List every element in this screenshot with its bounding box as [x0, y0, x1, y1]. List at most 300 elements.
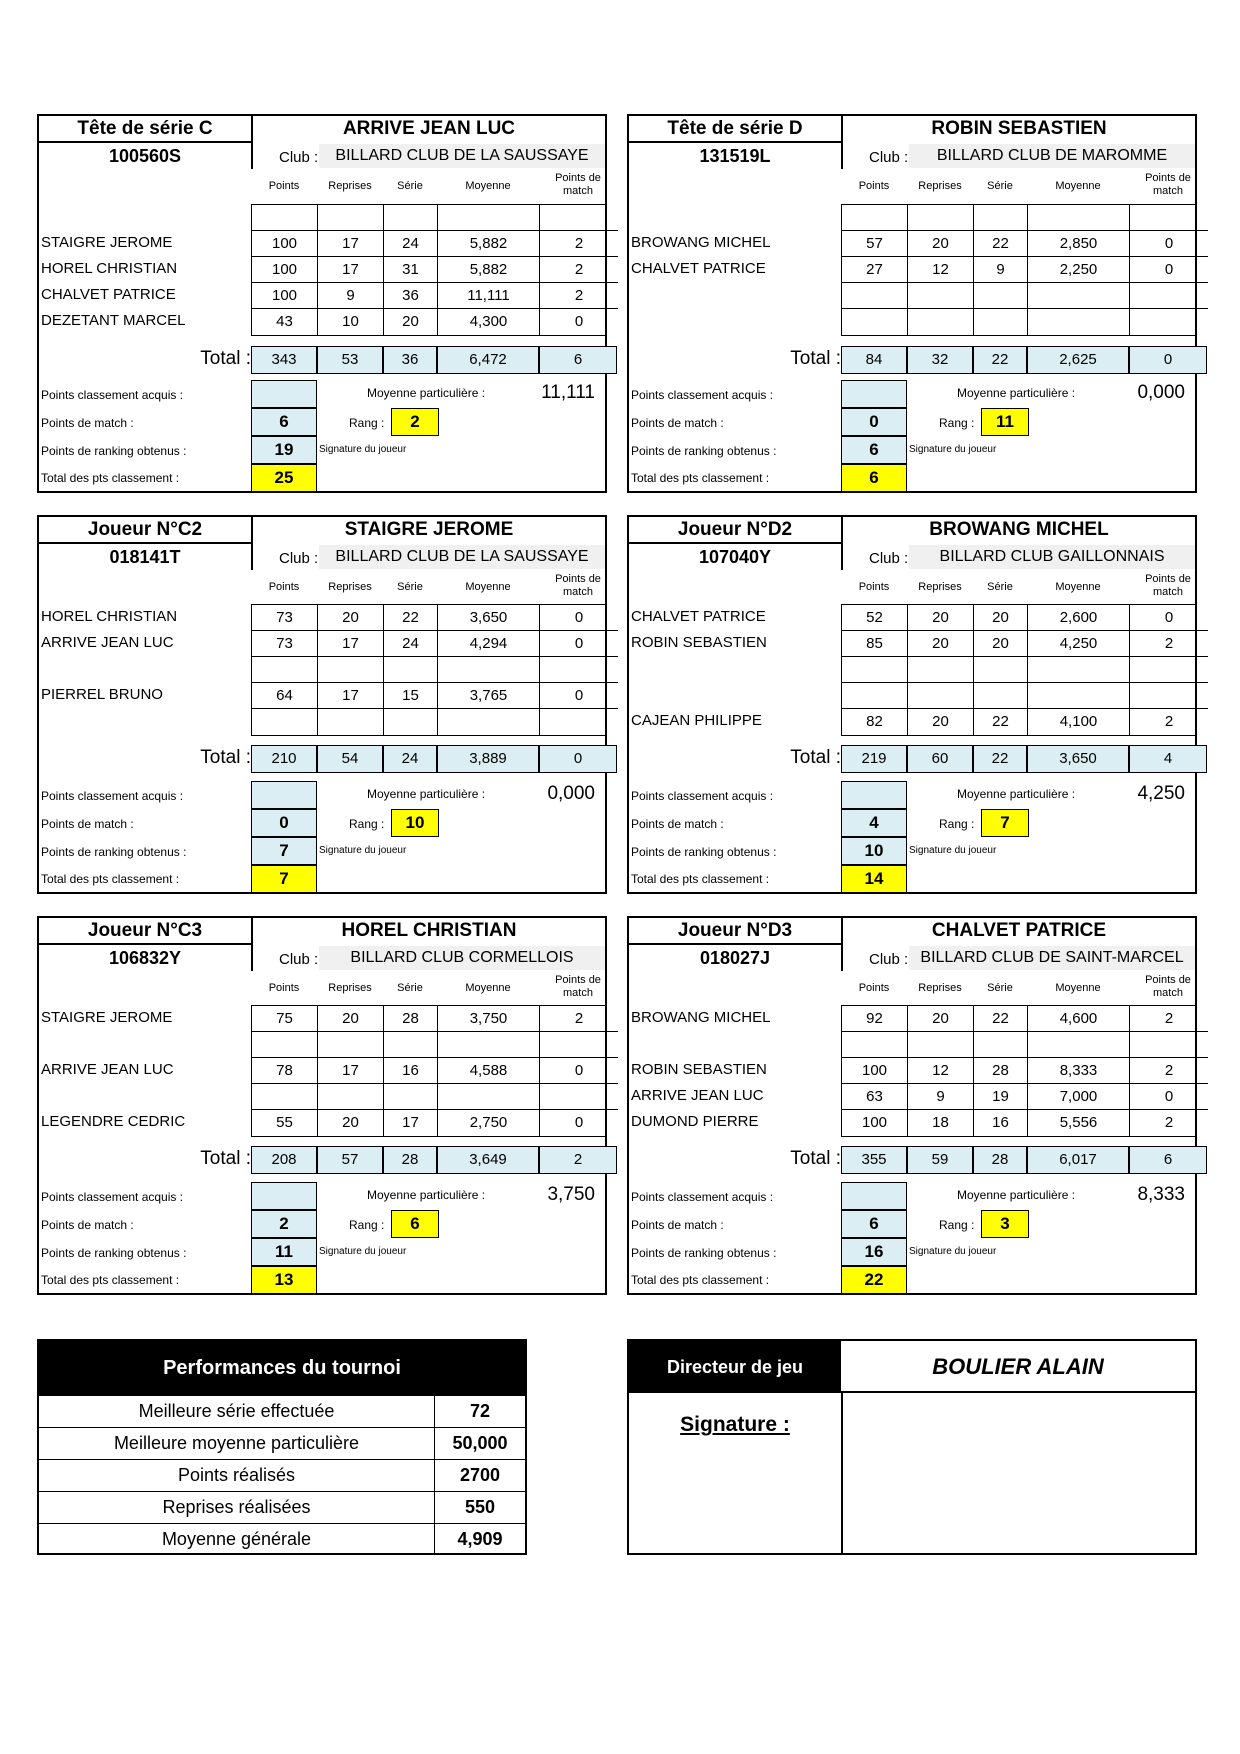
total-cell: 24: [383, 745, 437, 773]
match-cell: [842, 309, 908, 335]
total-pts-classement-label: Total des pts classement :: [631, 872, 770, 886]
club-label: Club :: [279, 951, 319, 968]
match-grid: [251, 204, 607, 336]
total-cell: 0: [1129, 346, 1207, 374]
match-cell: 57: [842, 231, 908, 257]
player-card: [627, 916, 1197, 1295]
match-cell: [1130, 1032, 1208, 1058]
performance-row: [39, 1427, 525, 1459]
match-cell: 2: [540, 1006, 618, 1032]
performance-value: 550: [464, 1497, 496, 1517]
pts-classement-acquis-box: [251, 380, 317, 408]
directeur-signature-box[interactable]: [841, 1393, 1195, 1553]
match-cell: 9: [318, 283, 384, 309]
column-header: Série: [397, 982, 423, 994]
points-de-match-label: Points de match :: [631, 817, 724, 831]
points-de-match-label: Points de match :: [41, 1218, 134, 1232]
total-cell: 2: [539, 1146, 617, 1174]
total-cell: 53: [317, 346, 383, 374]
match-cell: 0: [1130, 605, 1208, 631]
pts-classement-acquis-box: [841, 1182, 907, 1210]
club-name: BILLARD CLUB DE LA SAUSSAYE: [319, 144, 605, 168]
total-cell: 4: [1129, 745, 1207, 773]
match-cell: [438, 657, 540, 683]
rang-value: 3: [981, 1210, 1029, 1238]
match-cell: 7,000: [1028, 1084, 1130, 1110]
column-header: Reprises: [918, 180, 962, 192]
column-header: Moyenne: [465, 180, 511, 192]
card-header: Tête de série C: [39, 116, 253, 143]
pts-classement-acquis-box: [251, 781, 317, 809]
total-pts-classement-label: Total des pts classement :: [631, 471, 770, 485]
directeur-panel: [627, 1339, 1197, 1555]
match-cell: [384, 1084, 438, 1110]
match-cell: 20: [318, 1110, 384, 1136]
opponent-name: PIERREL BRUNO: [41, 686, 163, 703]
points-ranking-box: 6: [841, 436, 907, 464]
column-header: Série: [397, 581, 423, 593]
column-header: Points: [858, 180, 890, 192]
card-header: Joueur N°C3: [39, 918, 253, 945]
match-cell: 17: [318, 631, 384, 657]
signature-joueur-label: Signature du joueur: [319, 845, 407, 856]
match-cell: 9: [908, 1084, 974, 1110]
match-cell: 0: [574, 1114, 584, 1131]
match-cell: 3,765: [438, 683, 540, 709]
player-id: 107040Y: [629, 544, 843, 570]
signature-joueur-label: Signature du joueur: [909, 845, 997, 856]
match-cell: 20: [318, 605, 384, 631]
match-cell: 3,750: [438, 1006, 540, 1032]
club-name: BILLARD CLUB GAILLONNAIS: [909, 545, 1195, 569]
total-cell: 210: [251, 745, 317, 773]
total-cell: 54: [317, 745, 383, 773]
total-cell: 32: [907, 346, 973, 374]
match-cell: [974, 657, 1028, 683]
match-cell: 4,100: [1028, 709, 1130, 735]
match-cell: [540, 709, 618, 735]
moyenne-particuliere-value: 0,000: [1137, 382, 1185, 403]
player-id: 018141T: [39, 544, 253, 570]
column-header: Reprises: [918, 982, 962, 994]
total-cell: 3,649: [437, 1146, 539, 1174]
match-cell: 52: [842, 605, 908, 631]
match-cell: 4,588: [438, 1058, 540, 1084]
match-cell: 20: [974, 605, 1028, 631]
total-cell: 22: [973, 745, 1027, 773]
opponent-name: DUMOND PIERRE: [631, 1113, 759, 1130]
match-cell: 100: [252, 283, 318, 309]
total-cell: 59: [907, 1146, 973, 1174]
club-label: Club :: [279, 149, 319, 166]
match-cell: 20: [974, 631, 1028, 657]
match-cell: [1130, 205, 1208, 231]
match-cell: [908, 205, 974, 231]
match-cell: 64: [252, 683, 318, 709]
match-grid: [841, 604, 1197, 736]
rang-value: 7: [981, 809, 1029, 837]
match-cell: [1130, 657, 1208, 683]
signature-joueur-label: Signature du joueur: [909, 444, 997, 455]
total-pts-classement-label: Total des pts classement :: [41, 471, 180, 485]
total-cell: 2,625: [1027, 346, 1129, 374]
performance-value: 72: [469, 1401, 491, 1421]
player-name: STAIGRE JEROME: [344, 519, 514, 540]
column-header: Points de match: [555, 573, 601, 598]
performance-row: [39, 1459, 525, 1491]
points-de-match-box: 4: [841, 809, 907, 837]
match-cell: [540, 657, 618, 683]
signature-joueur-label: Signature du joueur: [909, 1246, 997, 1257]
total-label: Total :: [790, 747, 841, 768]
match-cell: 22: [974, 231, 1028, 257]
match-cell: 20: [908, 631, 974, 657]
match-cell: [842, 683, 908, 709]
match-cell: 0: [540, 631, 618, 657]
match-cell: [318, 657, 384, 683]
total-cell: 6: [1129, 1146, 1207, 1174]
points-ranking-label: Points de ranking obtenus :: [41, 1246, 187, 1260]
match-cell: 11,111: [438, 283, 540, 309]
match-cell: [438, 205, 540, 231]
match-cell: 17: [318, 231, 384, 257]
match-cell: 5,882: [438, 257, 540, 283]
points-ranking-box: 7: [251, 837, 317, 865]
pts-classement-acquis-label: Points classement acquis :: [631, 789, 774, 803]
total-pts-classement-box: 14: [841, 865, 907, 893]
rang-label: Rang :: [349, 416, 385, 430]
match-cell: 100: [842, 1110, 908, 1136]
club-name: BILLARD CLUB DE SAINT-MARCEL: [909, 946, 1195, 970]
card-header: Tête de série D: [629, 116, 843, 143]
performance-label: Reprises réalisées: [39, 1492, 435, 1523]
rang-value: 11: [981, 408, 1029, 436]
match-cell: [384, 709, 438, 735]
column-header: Points de match: [1145, 172, 1191, 197]
total-cell: 355: [841, 1146, 907, 1174]
total-cell: 0: [539, 745, 617, 773]
match-cell: [1130, 309, 1208, 335]
performance-row: [39, 1523, 525, 1555]
column-header: Points: [858, 982, 890, 994]
card-header: Joueur N°D3: [629, 918, 843, 945]
performance-value: 50,000: [452, 1433, 508, 1453]
column-header: Reprises: [328, 982, 372, 994]
points-ranking-label: Points de ranking obtenus :: [631, 444, 777, 458]
performance-label: Meilleure moyenne particulière: [39, 1428, 435, 1459]
total-pts-classement-label: Total des pts classement :: [41, 1273, 180, 1287]
directeur-name: BOULIER ALAIN: [841, 1341, 1195, 1393]
match-cell: [908, 657, 974, 683]
opponent-name: CHALVET PATRICE: [41, 286, 176, 303]
match-cell: 36: [384, 283, 438, 309]
total-cell: 6,017: [1027, 1146, 1129, 1174]
match-cell: [974, 1032, 1028, 1058]
player-id: 106832Y: [39, 945, 253, 971]
match-cell: 20: [318, 1006, 384, 1032]
column-header: Points: [268, 982, 300, 994]
total-cell: 28: [973, 1146, 1027, 1174]
rang-label: Rang :: [939, 817, 975, 831]
pts-classement-acquis-box: [251, 1182, 317, 1210]
performance-label: Meilleure série effectuée: [39, 1396, 435, 1427]
player-name: BROWANG MICHEL: [929, 519, 1109, 540]
player-name: CHALVET PATRICE: [931, 920, 1107, 941]
match-cell: 10: [318, 309, 384, 335]
performances-title: Performances du tournoi: [39, 1341, 525, 1395]
match-cell: 20: [384, 309, 438, 335]
rang-label: Rang :: [349, 817, 385, 831]
match-grid: [251, 604, 607, 736]
club-label: Club :: [869, 951, 909, 968]
moyenne-particuliere-value: 4,250: [1137, 783, 1185, 804]
moyenne-particuliere-value: 8,333: [1137, 1184, 1185, 1205]
column-header: Série: [397, 180, 423, 192]
rang-value: 10: [391, 809, 439, 837]
match-cell: [908, 1032, 974, 1058]
opponent-name: ARRIVE JEAN LUC: [41, 634, 174, 651]
points-de-match-box: 2: [251, 1210, 317, 1238]
match-cell: 17: [318, 257, 384, 283]
card-header: Joueur N°D2: [629, 517, 843, 544]
club-name: BILLARD CLUB DE LA SAUSSAYE: [319, 545, 605, 569]
match-cell: 12: [908, 1058, 974, 1084]
match-cell: [252, 657, 318, 683]
points-ranking-box: 19: [251, 436, 317, 464]
match-cell: [908, 309, 974, 335]
match-cell: 2: [540, 257, 618, 283]
column-header: Série: [987, 581, 1013, 593]
pts-classement-acquis-label: Points classement acquis :: [41, 1190, 184, 1204]
match-cell: [1028, 205, 1130, 231]
total-pts-classement-label: Total des pts classement :: [631, 1273, 770, 1287]
match-cell: [842, 283, 908, 309]
directeur-signature-label: Signature :: [680, 1413, 790, 1436]
column-header: Moyenne: [1055, 180, 1101, 192]
moyenne-particuliere-value: 3,750: [547, 1184, 595, 1205]
club-name: BILLARD CLUB DE MAROMME: [909, 144, 1195, 168]
match-cell: 28: [974, 1058, 1028, 1084]
match-cell: [438, 709, 540, 735]
total-pts-classement-box: 6: [841, 464, 907, 492]
performance-label: Points réalisés: [39, 1460, 435, 1491]
moyenne-particuliere-value: 0,000: [547, 783, 595, 804]
pts-classement-acquis-box: [841, 781, 907, 809]
points-de-match-box: 6: [251, 408, 317, 436]
match-cell: 24: [384, 631, 438, 657]
rang-label: Rang :: [349, 1218, 385, 1232]
match-cell: 20: [908, 1006, 974, 1032]
points-de-match-label: Points de match :: [631, 416, 724, 430]
opponent-name: BROWANG MICHEL: [631, 234, 771, 251]
opponent-name: CHALVET PATRICE: [631, 260, 766, 277]
moyenne-particuliere-label: Moyenne particulière :: [957, 787, 1076, 801]
rang-label: Rang :: [939, 1218, 975, 1232]
match-cell: [540, 1084, 618, 1110]
column-header: Reprises: [328, 581, 372, 593]
total-cell: 3,650: [1027, 745, 1129, 773]
opponent-name: DEZETANT MARCEL: [41, 312, 186, 329]
match-cell: [252, 205, 318, 231]
match-cell: [974, 683, 1028, 709]
match-cell: [1028, 657, 1130, 683]
match-cell: 85: [842, 631, 908, 657]
column-header: Série: [987, 982, 1013, 994]
total-cell: 219: [841, 745, 907, 773]
match-cell: 2,250: [1028, 257, 1130, 283]
match-cell: [974, 283, 1028, 309]
match-cell: 9: [974, 257, 1028, 283]
match-cell: 2: [1130, 631, 1208, 657]
match-cell: [384, 657, 438, 683]
match-cell: 20: [908, 709, 974, 735]
moyenne-particuliere-label: Moyenne particulière :: [367, 386, 486, 400]
player-name: ROBIN SEBASTIEN: [931, 118, 1107, 139]
match-cell: 5,556: [1028, 1110, 1130, 1136]
pts-classement-acquis-label: Points classement acquis :: [631, 388, 774, 402]
match-cell: [974, 309, 1028, 335]
column-header: Série: [987, 180, 1013, 192]
match-cell: 22: [384, 605, 438, 631]
total-cell: 6,472: [437, 346, 539, 374]
total-label: Total :: [790, 1148, 841, 1169]
match-cell: 4,600: [1028, 1006, 1130, 1032]
match-cell: 19: [974, 1084, 1028, 1110]
points-de-match-label: Points de match :: [631, 1218, 724, 1232]
match-cell: [318, 1084, 384, 1110]
total-cell: 57: [317, 1146, 383, 1174]
match-cell: [842, 205, 908, 231]
match-cell: 73: [252, 605, 318, 631]
total-cell: 6: [539, 346, 617, 374]
opponent-name: CHALVET PATRICE: [631, 608, 766, 625]
player-id: 100560S: [39, 143, 253, 169]
match-cell: 15: [384, 683, 438, 709]
total-cell: 60: [907, 745, 973, 773]
match-cell: 17: [318, 683, 384, 709]
player-card: [627, 515, 1197, 894]
match-cell: [1028, 683, 1130, 709]
performance-value: 2700: [459, 1465, 501, 1485]
opponent-name: STAIGRE JEROME: [41, 234, 173, 251]
player-id: 131519L: [629, 143, 843, 169]
match-cell: 18: [908, 1110, 974, 1136]
club-label: Club :: [869, 149, 909, 166]
total-label: Total :: [200, 1148, 251, 1169]
match-cell: 43: [252, 309, 318, 335]
match-cell: 2,750: [438, 1110, 540, 1136]
card-header: Joueur N°C2: [39, 517, 253, 544]
match-cell: [384, 205, 438, 231]
match-cell: 0: [540, 683, 618, 709]
column-header: Moyenne: [465, 982, 511, 994]
moyenne-particuliere-label: Moyenne particulière :: [957, 1188, 1076, 1202]
match-cell: 3,650: [438, 605, 540, 631]
opponent-name: STAIGRE JEROME: [41, 1009, 173, 1026]
match-cell: [318, 205, 384, 231]
pts-classement-acquis-box: [841, 380, 907, 408]
player-card: [37, 515, 607, 894]
total-label: Total :: [200, 747, 251, 768]
column-header: Points de match: [555, 974, 601, 999]
match-cell: [1028, 283, 1130, 309]
points-ranking-label: Points de ranking obtenus :: [631, 1246, 777, 1260]
match-cell: 0: [1130, 1084, 1208, 1110]
match-cell: 12: [908, 257, 974, 283]
match-cell: 20: [908, 605, 974, 631]
match-cell: [1028, 1032, 1130, 1058]
directeur-label: Directeur de jeu: [629, 1341, 841, 1393]
player-card: [627, 114, 1197, 493]
column-header: Points de match: [1145, 974, 1191, 999]
match-cell: 73: [252, 631, 318, 657]
match-cell: 100: [842, 1058, 908, 1084]
column-header: Reprises: [328, 180, 372, 192]
match-cell: 75: [252, 1006, 318, 1032]
match-cell: 8,333: [1028, 1058, 1130, 1084]
opponent-name: ROBIN SEBASTIEN: [631, 634, 767, 651]
match-cell: 55: [252, 1110, 318, 1136]
match-cell: 16: [974, 1110, 1028, 1136]
points-ranking-box: 16: [841, 1238, 907, 1266]
match-cell: 2: [1130, 1058, 1208, 1084]
match-cell: [1028, 309, 1130, 335]
match-cell: [540, 205, 618, 231]
club-label: Club :: [869, 550, 909, 567]
match-cell: 17: [318, 1058, 384, 1084]
match-cell: 0: [1130, 257, 1208, 283]
points-de-match-box: 0: [841, 408, 907, 436]
match-cell: 2,600: [1028, 605, 1130, 631]
match-cell: [974, 205, 1028, 231]
match-cell: 2: [1130, 1006, 1208, 1032]
match-cell: 78: [252, 1058, 318, 1084]
match-cell: 22: [974, 1006, 1028, 1032]
opponent-name: BROWANG MICHEL: [631, 1009, 771, 1026]
points-de-match-box: 0: [251, 809, 317, 837]
match-cell: 0: [574, 313, 584, 330]
match-cell: 4,250: [1028, 631, 1130, 657]
points-ranking-box: 11: [251, 1238, 317, 1266]
player-card: [37, 114, 607, 493]
match-cell: [438, 1084, 540, 1110]
player-card: [37, 916, 607, 1295]
match-cell: 0: [1130, 231, 1208, 257]
match-cell: 4,300: [438, 309, 540, 335]
opponent-name: HOREL CHRISTIAN: [41, 608, 178, 625]
points-de-match-label: Points de match :: [41, 416, 134, 430]
match-cell: 2: [1164, 713, 1174, 730]
signature-joueur-label: Signature du joueur: [319, 444, 407, 455]
pts-classement-acquis-label: Points classement acquis :: [631, 1190, 774, 1204]
match-cell: 16: [384, 1058, 438, 1084]
total-cell: 343: [251, 346, 317, 374]
match-cell: 2,850: [1028, 231, 1130, 257]
performance-label: Moyenne générale: [39, 1524, 435, 1555]
points-ranking-label: Points de ranking obtenus :: [41, 845, 187, 859]
total-label: Total :: [200, 348, 251, 369]
match-cell: 63: [842, 1084, 908, 1110]
opponent-name: ROBIN SEBASTIEN: [631, 1061, 767, 1078]
points-ranking-box: 10: [841, 837, 907, 865]
column-header: Points: [268, 180, 300, 192]
match-grid: [251, 1005, 607, 1137]
performance-row: [39, 1491, 525, 1523]
match-cell: 2: [540, 231, 618, 257]
opponent-name: ARRIVE JEAN LUC: [41, 1061, 174, 1078]
match-cell: [1130, 283, 1208, 309]
total-cell: 22: [973, 346, 1027, 374]
